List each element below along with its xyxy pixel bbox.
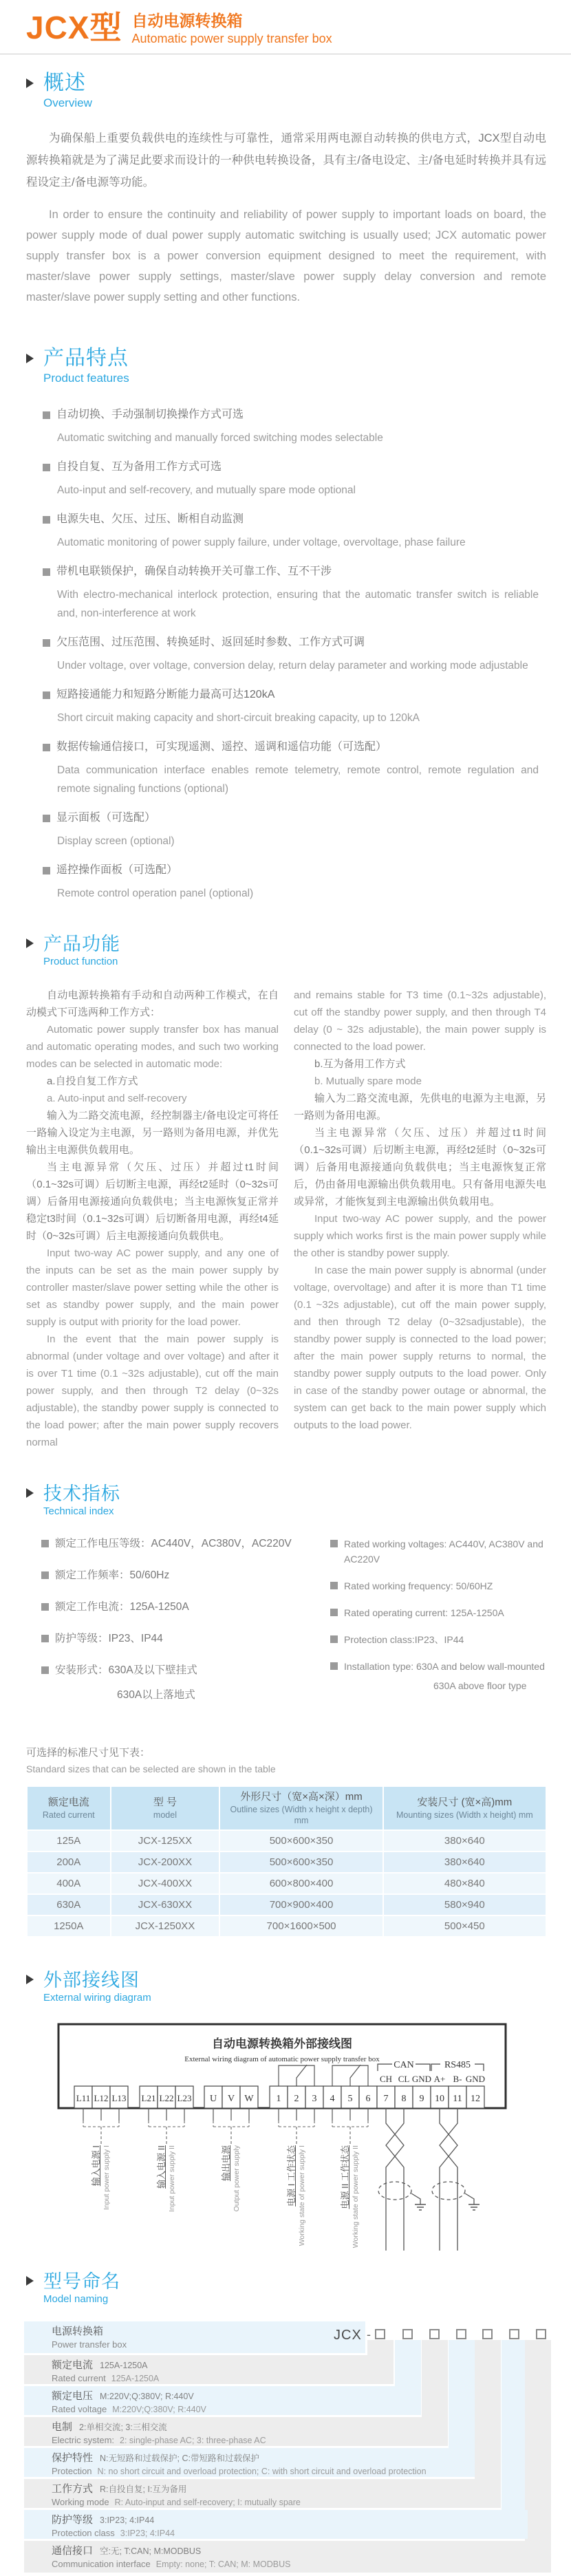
product-title-zh: 自动电源转换箱 [131, 12, 243, 30]
table-row [28, 1895, 546, 1915]
feature-zh: 电源失电、欠压、过压、断相自动监测 [56, 513, 244, 525]
spec-text: 额定工作频率：50/60Hz [55, 1569, 170, 1581]
naming-strip [502, 2340, 528, 2510]
col-header-zh: 额定电流 [47, 1796, 89, 1808]
naming-row [24, 2479, 501, 2508]
terminal-label: 2 [294, 2094, 299, 2104]
can-bus-label: CAN [394, 2060, 414, 2070]
bullet-square-icon [330, 1582, 338, 1589]
standard-sizes-table [26, 1785, 547, 1938]
col-header-zh: 安装尺寸 (宽×高)mm [417, 1796, 513, 1808]
bullet-square-icon [41, 1666, 49, 1674]
technical-right-column [330, 1536, 546, 1718]
product-title-en: Automatic power supply transfer box [131, 32, 332, 45]
cell-outline-size: 500×600×350 [220, 1852, 382, 1872]
feature-en: Automatic monitoring of power supply failure, under voltage, overvoltage, phase failure [57, 537, 466, 548]
feature-zh: 自动切换、手动强制切换操作方式可选 [56, 409, 244, 420]
terminal-label: 9 [419, 2094, 424, 2104]
function-section-heading [26, 933, 571, 969]
function-paragraph: 输入为二路交流电源，先供电的电源为主电源，另一路则为备用电源。 [294, 1093, 546, 1121]
pin-label: CL [398, 2074, 410, 2084]
feature-zh: 短路接通能力和短路分断能力最高可达120kA [56, 689, 275, 700]
table-header-row [28, 1787, 546, 1829]
function-paragraph: and remains stable for T3 time (0.1~32s adjustable), cut off the standby power supply, and then through T4 delay (0 ~ 32s adjustable), the main power supply is connected to the load power. [294, 989, 546, 1053]
wire-label-input-power-2 [156, 2145, 177, 2261]
model-code-box [482, 2329, 493, 2339]
pin-label: GND [411, 2074, 432, 2084]
naming-label-en: Power transfer box [52, 2339, 127, 2350]
spec-text: 防护等级：IP23、IP44 [55, 1633, 163, 1644]
terminal-label: 6 [365, 2094, 371, 2104]
feature-en: Remote control operation panel (optional) [57, 888, 254, 899]
features-heading-zh: 产品特点 [43, 347, 129, 369]
feature-zh: 数据传输通信接口，可实现遥测、遥控、遥调和遥信功能（可选配） [56, 741, 387, 753]
bullet-square-icon [43, 464, 50, 471]
ground-icon [468, 2204, 480, 2210]
naming-label-zh: 保护特性 [52, 2452, 94, 2464]
wire-label-zh: 电源 II 工作状态 [340, 2145, 350, 2209]
naming-row [24, 2386, 421, 2415]
naming-strip [367, 2340, 394, 2355]
spec-item [330, 1605, 546, 1620]
wire-label-zh: 电源 I 工作状态 [286, 2145, 297, 2207]
naming-strip [449, 2340, 475, 2448]
col-header-en: model [153, 1810, 177, 1820]
naming-strip [422, 2340, 448, 2417]
function-paragraph: Input two-way AC power supply, and the power supply which works first is the main power supply while the other is standby power supply. [294, 1213, 546, 1259]
naming-heading-en: Model naming [43, 2293, 109, 2305]
cell-model: JCX-1250XX [111, 1916, 219, 1936]
naming-strip [525, 2340, 551, 2541]
pin-label: CH [379, 2074, 393, 2084]
model-naming-diagram [24, 2321, 551, 2576]
wiring-diagram-svg [0, 2020, 571, 2262]
naming-row [24, 2417, 448, 2446]
terminal-label: 4 [330, 2094, 335, 2104]
bullet-square-icon [330, 1609, 338, 1616]
function-paragraph: 输入为二路交流电源，经控制器主/备电设定可将任一路输入设定为主电源，另一路则为备用电源，并优先输出主电源供负载用电。 [26, 1110, 279, 1156]
terminal-label: L11 [76, 2093, 91, 2103]
terminal-label: 5 [347, 2094, 353, 2104]
feature-zh: 自投自复、互为备用工作方式可选 [56, 461, 222, 473]
naming-desc-zh: 2:单相交流; 3:三相交流 [79, 2423, 167, 2432]
model-prefix: JCX [334, 2328, 362, 2343]
naming-desc-en: Empty: none; T: CAN; M: MODBUS [155, 2559, 291, 2569]
naming-label-en: Protection class [52, 2528, 115, 2538]
naming-desc-zh: M:220V;Q:380V; R:440V [100, 2392, 194, 2401]
bullet-square-icon [43, 568, 50, 576]
pin-label: B- [453, 2074, 462, 2084]
spec-item [330, 1578, 546, 1593]
feature-item [43, 634, 543, 675]
spec-text: Installation type: 630A and below wall-mounted [344, 1661, 545, 1672]
feature-item [43, 862, 543, 903]
overview-paragraph-zh: 为确保船上重要负载供电的连续性与可靠性，通常采用两电源自动转换的供电方式，JCX型自动电源转换箱就是为了满足此要求而设计的一种供电转换设备，具有主/备电设定、主/备电延时转换并具有远程设定主/备电源等功能。 [26, 132, 546, 189]
wire-label-output-power [221, 2145, 241, 2261]
naming-label-en: Protection [52, 2466, 92, 2476]
terminal-label: 11 [453, 2094, 462, 2104]
wiring-heading-zh: 外部接线图 [43, 1970, 140, 1990]
cell-model: JCX-200XX [111, 1852, 219, 1872]
bullet-square-icon [43, 691, 50, 699]
terminal-label: W [244, 2094, 254, 2104]
spec-item [330, 1536, 546, 1567]
twisted-pair-cable [378, 2108, 420, 2251]
naming-strip [395, 2340, 421, 2386]
feature-item [43, 459, 543, 500]
wiring-section-heading [26, 1969, 571, 2005]
feature-zh: 显示面板（可选配） [56, 812, 156, 824]
naming-label-en: Electric system: [52, 2435, 115, 2445]
cell-rated-current: 125A [28, 1831, 110, 1851]
model-code-box [402, 2329, 413, 2339]
feature-en: Auto-input and self-recovery, and mutually spare mode optional [57, 484, 356, 496]
features-section-heading [26, 346, 571, 386]
spec-text: Rated working voltages: AC440V, AC380V and AC220V [344, 1538, 543, 1565]
bullet-square-icon [330, 1540, 338, 1547]
overview-section-heading [26, 71, 571, 111]
technical-columns [41, 1536, 546, 1718]
cell-model: JCX-630XX [111, 1895, 219, 1915]
model-code-box [536, 2329, 546, 2339]
terminal-label: U [209, 2094, 217, 2104]
cell-rated-current: 400A [28, 1874, 110, 1893]
bullet-square-icon [43, 867, 50, 874]
bullet-square-icon [330, 1635, 338, 1643]
spec-text: 额定工作电流：125A-1250A [55, 1601, 189, 1613]
feature-en: Display screen (optional) [57, 835, 175, 847]
bullet-square-icon [43, 815, 50, 822]
rs485-bus-label: RS485 [444, 2060, 471, 2070]
col-header-en: Outline sizes (Width x height x depth) mm [230, 1805, 373, 1825]
wire-stubs [83, 2108, 368, 2121]
function-heading-zh: 产品功能 [43, 934, 120, 954]
naming-desc-en: M:220V;Q:380V; R:440V [112, 2405, 206, 2414]
feature-list [43, 407, 543, 903]
naming-label-en: Rated current [52, 2373, 106, 2383]
cell-rated-current: 1250A [28, 1916, 110, 1936]
terminal-label: L12 [94, 2093, 109, 2103]
function-heading-en: Product function [43, 956, 118, 967]
terminal-label: 3 [312, 2094, 317, 2104]
product-model-title: JCX型 [26, 10, 122, 45]
cell-mounting-size: 380×640 [384, 1852, 546, 1872]
model-code-box [509, 2329, 519, 2339]
table-row [28, 1916, 546, 1936]
ground-icon [415, 2204, 426, 2210]
spec-item [330, 1632, 546, 1647]
function-paragraph: 当主电源异常（欠压、过压）并超过t1时间（0.1~32s可调）后切断主电源，再经t2延时（0~32s可调）后备用电源接通向负载供电；当主电源恢复正常并稳定t3时间（0.1~32s可调）后切断备用电源，再经t4延时（0~32s可调）后主电源接通向负载供电。 [26, 1161, 279, 1242]
naming-label-zh: 防护等级 [52, 2514, 94, 2526]
feature-item [43, 564, 543, 623]
cell-mounting-size: 500×450 [384, 1916, 546, 1936]
cell-mounting-size: 480×840 [384, 1874, 546, 1893]
wire-label-input-power-1 [91, 2145, 111, 2261]
function-paragraph: Automatic power supply transfer box has manual and automatic operating modes, and such two working modes can be selected in automatic mode: [26, 1024, 279, 1070]
naming-desc-zh: 3:IP23; 4:IP44 [100, 2515, 155, 2525]
section-arrow-icon [26, 938, 34, 948]
wire-label-en: Output power supply [233, 2145, 241, 2212]
terminal-label: 10 [435, 2094, 444, 2104]
naming-label-zh: 额定电压 [52, 2390, 94, 2402]
model-dash: - [367, 2328, 371, 2341]
function-right-column [294, 987, 546, 1451]
feature-en: Data communication interface enables remote telemetry, remote control, remote regulation and remote signaling functions (optional) [57, 764, 539, 795]
page-header [26, 10, 571, 47]
group-bracket-dashed [83, 2121, 368, 2145]
naming-row [24, 2448, 475, 2477]
function-paragraph: 当主电源异常（欠压、过压）并超过t1时间（0.1~32s可调）后切断主电源，再经t2延时（0~32s可调）后备用电源接通向负载供电；当主电源恢复正常后，仍由备用电源输出供负载用电。只有备用电源失电或异常，才能恢复到主电源输出供负载用电。 [294, 1127, 546, 1208]
wire-label-en: Working state of power supply I [298, 2145, 306, 2246]
bullet-square-icon [41, 1540, 49, 1547]
technical-left-column [41, 1536, 330, 1718]
naming-label-en: Communication interface [52, 2559, 151, 2569]
naming-desc-zh: 125A-1250A [100, 2361, 148, 2370]
spec-item [41, 1663, 330, 1678]
wire-label-zh: 输出电源 [221, 2145, 231, 2182]
section-arrow-icon [26, 1488, 34, 1498]
naming-row [24, 2541, 551, 2573]
table-row [28, 1831, 546, 1851]
bullet-square-icon [41, 1571, 49, 1579]
feature-item [43, 511, 543, 552]
naming-label-zh: 工作方式 [52, 2483, 94, 2495]
model-code-box [429, 2329, 440, 2339]
naming-label-zh: 电制 [52, 2421, 73, 2433]
function-paragraph: In the event that the main power supply is abnormal (under voltage and over voltage) and after it is over T1 time (0.1 ~32s adjustable), cut off the main power supply, and then through T2 delay (0~32s adjustable), the standby power supply is connected to the load power; after the main power supply recovers normal [26, 1333, 279, 1448]
cell-mounting-size: 580×940 [384, 1895, 546, 1915]
wire-label-state-power-2 [340, 2145, 360, 2261]
terminal-label: L13 [111, 2093, 127, 2103]
spec-item [41, 1536, 330, 1552]
terminal-label: 1 [276, 2094, 281, 2104]
sizes-note-en: Standard sizes that can be selected are shown in the table [26, 1763, 276, 1774]
naming-row [24, 2510, 528, 2539]
diagram-title-zh: 自动电源转换箱外部接线图 [212, 2037, 352, 2050]
col-header-zh: 型 号 [153, 1796, 177, 1808]
naming-desc-en: N: no short circuit and overload protection; C: with short circuit and overload protection [97, 2467, 427, 2476]
feature-en: Automatic switching and manually forced switching modes selectable [57, 432, 383, 444]
technical-heading-en: Technical index [43, 1505, 114, 1517]
cell-outline-size: 700×900×400 [220, 1895, 382, 1915]
function-paragraph: b.互为备用工作方式 [314, 1058, 406, 1070]
naming-desc-en: 2: single-phase AC; 3: three-phase AC [120, 2436, 266, 2445]
cable-shield [432, 2182, 465, 2200]
function-left-column [26, 987, 279, 1451]
spec-text: Protection class:IP23、IP44 [344, 1634, 464, 1645]
function-paragraph: In case the main power supply is abnormal (under voltage, overvoltage) and after it is more than T1 time (0.1 ~32s adjustable), cut off the main power supply, and then through T2 delay (0~32sadjustable), the standby power supply is connected to the load power; after the main power supply returns to normal, the standby power supply outputs to the load power. Only in case of the standby power outage or abnormal, the system can get back to the main power supply which outputs to the load power. [294, 1265, 546, 1431]
technical-heading-zh: 技术指标 [43, 1483, 120, 1504]
terminal-label: L23 [177, 2093, 192, 2103]
naming-label-zh: 电源转换箱 [52, 2326, 104, 2337]
col-header-en: Rated current [42, 1810, 95, 1820]
terminal-label: L22 [159, 2093, 174, 2103]
spec-text: Rated operating current: 125A-1250A [344, 1607, 504, 1618]
feature-en: Short circuit making capacity and short-circuit breaking capacity, up to 120kA [57, 712, 420, 724]
bullet-square-icon [330, 1662, 338, 1670]
wiring-heading-en: External wiring diagram [43, 1992, 151, 2004]
feature-en: Under voltage, over voltage, conversion delay, return delay parameter and working mode adjustable [57, 660, 528, 672]
table-row [28, 1874, 546, 1893]
feature-item [43, 810, 543, 850]
naming-desc-en: 125A-1250A [111, 2374, 160, 2383]
cell-model: JCX-400XX [111, 1874, 219, 1893]
spec-text: 安装形式：630A及以下壁挂式 [55, 1664, 197, 1676]
naming-row [24, 2355, 394, 2384]
spec-subline: 630A above floor type [433, 1680, 527, 1691]
naming-desc-zh: N:无短路和过载保护; C:带短路和过载保护 [100, 2454, 259, 2463]
diagram-title-en: External wiring diagram of automatic power supply transfer box [184, 2055, 380, 2063]
function-columns [26, 987, 546, 1451]
datasheet-page [0, 10, 571, 2569]
section-arrow-icon [26, 354, 34, 363]
feature-zh: 欠压范围、过压范围、转换延时、返回延时参数、工作方式可调 [56, 636, 365, 648]
feature-zh: 遥控操作面板（可选配） [56, 864, 178, 876]
features-heading-en: Product features [43, 372, 129, 385]
function-paragraph: Input two-way AC power supply, and any one of the inputs can be set as the main power supply by controller master/slave power setting while the other is set as standby power supply, and the main power supply is output with priority for the load power. [26, 1247, 279, 1328]
table-row [28, 1852, 546, 1872]
cell-mounting-size: 380×640 [384, 1831, 546, 1851]
function-paragraph: b. Mutually spare mode [314, 1075, 422, 1087]
wire-label-en: Input power supply I [103, 2145, 111, 2210]
cell-outline-size: 600×800×400 [220, 1874, 382, 1893]
naming-label-en: Working mode [52, 2497, 109, 2507]
cell-outline-size: 500×600×350 [220, 1831, 382, 1851]
terminal-label: 8 [401, 2094, 407, 2104]
naming-desc-en: R: Auto-input and self-recovery; I: mutually spare [114, 2498, 301, 2507]
technical-section-heading [26, 1483, 571, 1518]
naming-desc-zh: R:自投自复; I:互为备用 [100, 2484, 187, 2494]
feature-item [43, 687, 543, 727]
bullet-square-icon [43, 516, 50, 524]
spec-item [330, 1659, 546, 1674]
spec-item [41, 1600, 330, 1615]
col-header-en: Mounting sizes (Width x height) mm [396, 1810, 533, 1820]
pin-label: A+ [433, 2074, 446, 2084]
spec-item [41, 1568, 330, 1583]
spec-text: 额定工作电压等级：AC440V，AC380V，AC220V [55, 1538, 292, 1549]
twisted-pair-cable [432, 2108, 474, 2251]
bullet-square-icon [41, 1635, 49, 1642]
bullet-square-icon [43, 639, 50, 647]
model-code-box [456, 2329, 466, 2339]
bullet-square-icon [43, 744, 50, 751]
bullet-square-icon [43, 411, 50, 419]
section-arrow-icon [26, 1975, 34, 1984]
overview-heading-zh: 概述 [43, 72, 86, 94]
feature-zh: 带机电联锁保护，确保自动转换开关可靠工作、互不干涉 [56, 566, 332, 577]
wire-label-zh: 输入电源 I [91, 2145, 101, 2187]
naming-desc-zh: 空:无; T:CAN; M:MODBUS [100, 2546, 202, 2556]
feature-en: With electro-mechanical interlock protection, ensuring that the automatic transfer switch is reliable and, non-interference at work [57, 589, 539, 619]
feature-item [43, 739, 543, 798]
naming-label-zh: 额定电流 [52, 2359, 94, 2371]
terminal-label: 12 [471, 2094, 480, 2104]
col-header-zh: 外形尺寸（宽×高×深）mm [240, 1791, 363, 1803]
spec-item [41, 1631, 330, 1646]
overview-heading-en: Overview [43, 96, 92, 109]
naming-desc-en: 3:IP23; 4:IP44 [120, 2529, 175, 2538]
naming-row [24, 2321, 365, 2353]
cable-shield [378, 2182, 411, 2200]
model-code-box [375, 2329, 385, 2339]
naming-heading-zh: 型号命名 [43, 2271, 120, 2292]
terminal-label: L21 [141, 2093, 156, 2103]
function-paragraph: a. Auto-input and self-recovery [47, 1093, 187, 1104]
cell-rated-current: 200A [28, 1852, 110, 1872]
bullet-square-icon [41, 1603, 49, 1611]
wire-label-en: Working state of power supply II [352, 2145, 360, 2248]
naming-label-zh: 通信接口 [52, 2545, 94, 2557]
terminal-label: 7 [383, 2094, 389, 2104]
naming-label-en: Rated voltage [52, 2404, 107, 2414]
pin-label: GND [465, 2074, 486, 2084]
cell-model: JCX-125XX [111, 1831, 219, 1851]
naming-strip [475, 2340, 501, 2479]
wire-label-state-power-1 [286, 2145, 307, 2261]
sizes-note-zh: 可选择的标准尺寸见下表： [26, 1747, 151, 1759]
wire-label-en: Input power supply II [168, 2145, 176, 2212]
naming-section-heading [26, 2271, 571, 2306]
section-arrow-icon [26, 2276, 34, 2286]
section-arrow-icon [26, 78, 34, 88]
function-paragraph: 自动电源转换箱有手动和自动两种工作模式，在自动模式下可选两种工作方式： [26, 989, 279, 1018]
spec-subline: 630A以上落地式 [117, 1689, 195, 1701]
cell-outline-size: 700×1600×500 [220, 1916, 382, 1936]
wiring-diagram [0, 2020, 571, 2262]
feature-item [43, 407, 543, 447]
wire-label-zh: 输入电源 II [156, 2145, 166, 2189]
terminal-label: V [227, 2094, 235, 2104]
function-paragraph: a.自投自复工作方式 [47, 1075, 138, 1087]
overview-paragraph-en: In order to ensure the continuity and reliability of power supply to important loads on board, the power supply mode of dual power supply automatic switching is usually used; JCX automatic power supply transfer box is a power conversion equipment designed to meet the requirement, with master/slave power supply settings, master/slave power supply delay conversion and remote master/slave power supply setting and other functions. [26, 208, 546, 303]
spec-text: Rated working frequency: 50/60HZ [344, 1580, 493, 1591]
cell-rated-current: 630A [28, 1895, 110, 1915]
